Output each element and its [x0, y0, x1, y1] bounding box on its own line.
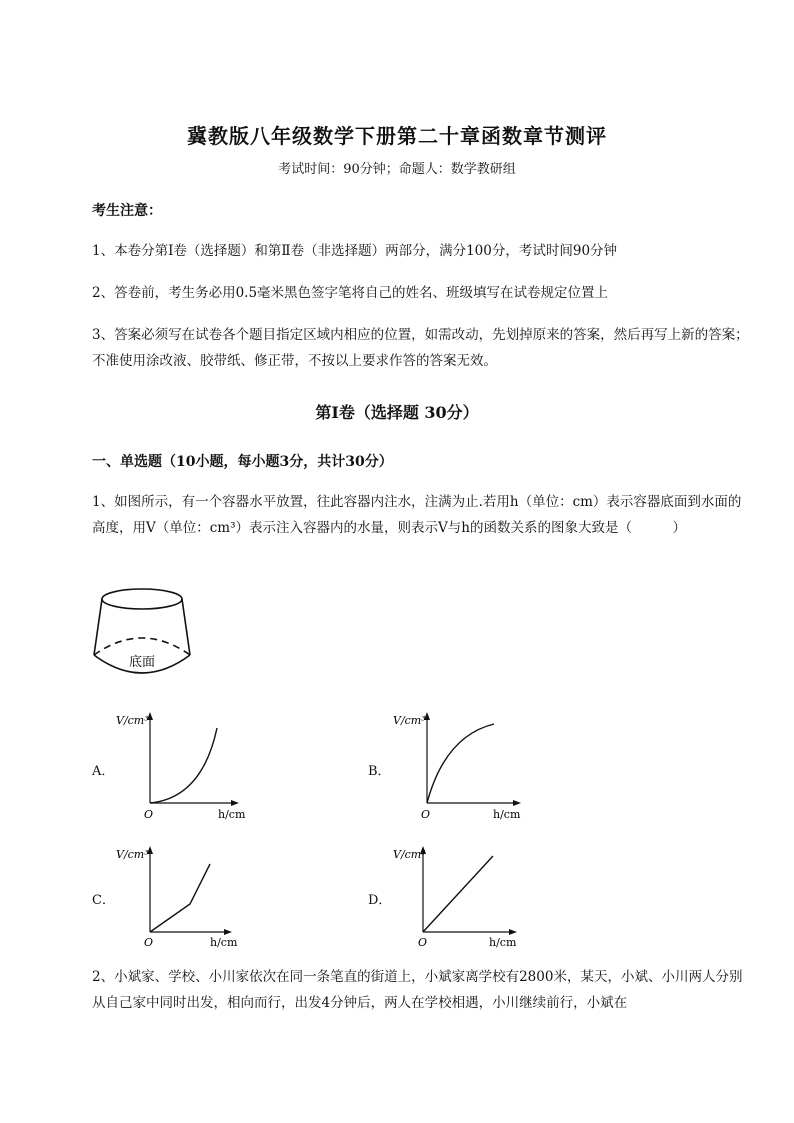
notice-item-2: 2、答卷前，考生务必用0.5毫米黑色签字笔将自己的姓名、班级填写在试卷规定位置上: [92, 285, 609, 301]
option-d-x-axis: h/cm: [489, 936, 517, 949]
option-d-origin: O: [418, 936, 428, 949]
option-a-graph: [110, 708, 260, 823]
option-a-y-axis: V/cm³: [116, 714, 149, 727]
part-heading: 一、单选题（10小题，每小题3分，共计30分）: [92, 454, 393, 470]
option-c-label: C．: [92, 893, 115, 908]
option-c-graph: [110, 842, 260, 952]
container-figure: [88, 585, 198, 685]
option-a-origin: O: [144, 808, 154, 821]
question-2-text: 2、小斌家、学校、小川家依次在同一条笔直的街道上，小斌家离学校有2800米，某天，小斌、小川两人分别从自己家中同时出发，相向而行，出发4分钟后，两人在学校相遇，小川继续前行，小斌在: [92, 969, 743, 1011]
notice-item-3: 3、答案必须写在试卷各个题目指定区域内相应的位置，如需改动，先划掉原来的答案，然后再写上新的答案；不准使用涂改液、胶带纸、修正带，不按以上要求作答的答案无效。: [92, 327, 749, 369]
section-title: 第I卷（选择题 30分）: [315, 403, 479, 422]
notice-heading: 考生注意：: [92, 203, 162, 219]
option-b-x-axis: h/cm: [493, 808, 521, 821]
notice-item-1: 1、本卷分第I卷（选择题）和第Ⅱ卷（非选择题）两部分，满分100分，考试时间90分钟: [92, 243, 618, 259]
option-b-label: B．: [368, 764, 391, 779]
option-c-y-axis: V/cm³: [116, 848, 149, 861]
option-c-x-axis: h/cm: [210, 936, 238, 949]
base-label: 底面: [128, 655, 156, 670]
option-a-label: A．: [92, 764, 115, 779]
option-b-y-axis: V/cm³: [393, 714, 426, 727]
option-d-y-axis: V/cm³: [393, 848, 426, 861]
option-a-x-axis: h/cm: [218, 808, 246, 821]
question-1-text: 1、如图所示，有一个容器水平放置，往此容器内注水，注满为止.若用h（单位：cm）表示容器底面到水面的高度，用V（单位：cm³）表示注入容器内的水量，则表示V与h的函数关系的图象大致是（ ）: [92, 494, 742, 536]
option-d-label: D．: [368, 893, 392, 908]
exam-info: 考试时间：90分钟；命题人：数学教研组: [278, 162, 516, 177]
option-d-graph: [387, 842, 537, 952]
option-b-origin: O: [421, 808, 431, 821]
option-b-graph: [387, 708, 537, 823]
option-c-origin: O: [144, 936, 154, 949]
page-title: 冀教版八年级数学下册第二十章函数章节测评: [187, 124, 607, 148]
